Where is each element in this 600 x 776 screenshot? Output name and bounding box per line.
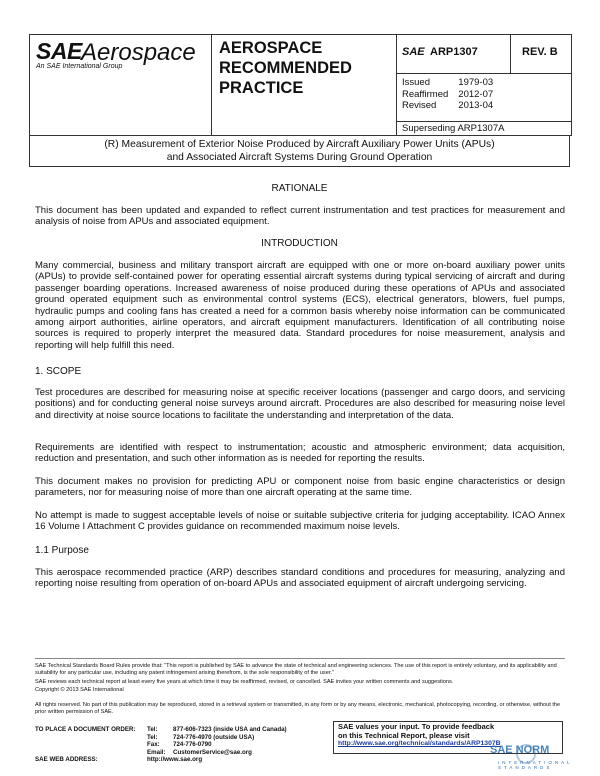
revision-label: REV. B [522, 46, 558, 58]
date-row [402, 100, 503, 112]
document-type [219, 38, 352, 98]
date-value: 2012-07 [458, 88, 494, 100]
email-link[interactable]: CustomerService@sae.org [173, 748, 252, 756]
contact-value: 877-606-7323 (inside USA and Canada) [173, 726, 287, 733]
rationale-text: This document has been updated and expanded to reflect current instrumentation and test practices for measurement and analysis of noise from APUs and associated equipment. [35, 205, 565, 228]
superseding-note: Superseding ARP1307A [402, 123, 505, 134]
feedback-line: SAE values your input. To provide feedback [338, 722, 495, 731]
rationale-heading: RATIONALE [271, 183, 328, 194]
contact-value: 724-776-4970 (outside USA) [173, 733, 255, 741]
footer-divider [35, 658, 565, 659]
copyright: Copyright © 2013 SAE International [35, 687, 124, 693]
date-value: 1979-03 [458, 77, 494, 88]
document-type-line: PRACTICE [219, 79, 304, 97]
dates-table [402, 77, 503, 112]
order-label: TO PLACE A DOCUMENT ORDER: [35, 726, 136, 733]
contact-label: Tel: [147, 733, 158, 741]
watermark-text: SAE NORM [490, 744, 550, 756]
purpose-text: This aerospace recommended practice (ARP) describes standard conditions and procedures for measuring, analyzing and reporting noise resulting from operation of on-board APUs and associated equipment of aircraft undergoing servicing. [35, 567, 565, 590]
logo-subtitle: An SAE International Group [36, 63, 123, 70]
order-contacts [35, 726, 291, 764]
introduction-heading: INTRODUCTION [261, 238, 338, 249]
date-label: Reaffirmed [402, 88, 449, 100]
introduction-text: Many commercial, business and military transport aircraft are equipped with one or more on-board auxiliary power units (APUs) to provide self-contained power for operating essential aircraft systems during typical servicing of aircraft and during passenger boarding operations. Increased awareness of noise produced during these operations of APUs and associated ground operated equipment such as environmental control systems (ECS), electrical generators, blowers, fuel pumps, hydraulic pumps and cooling fans has created a need for a common basis whereby noise information can be communicated among airport authorities, airline operators, and aircraft equipment manufacturers. Identification of all contributing noise sources is required to properly interpret the measured data. Standard procedures for noise measurement, analysis and reporting will help fulfill this need. [35, 260, 565, 351]
scope-paragraph: Test procedures are described for measuring noise at specific receiver locations (passenger and cargo doors, and servicing positions) and for conducting general noise surveys around aircraft. Procedures are also described for measuring noise level and directivity at noise source locations to facilitate the understanding and interpretation of the data. [35, 387, 565, 421]
web-address-link[interactable]: http://www.sae.org [147, 756, 203, 763]
sae-small-logo: SAE [402, 46, 425, 58]
feedback-line: on this Technical Report, please visit [338, 730, 470, 740]
title-line: (R) Measurement of Exterior Noise Produced by Aircraft Auxiliary Power Units (APUs) [104, 139, 495, 150]
document-type-line: AEROSPACE [219, 39, 323, 57]
date-row [402, 89, 503, 101]
board-rules-text: SAE Technical Standards Board Rules provide that: “This report is published by SAE to advance the state of technical and engineering sciences. The use of this report is entirely voluntary, and its applicability and suitability for any particular use, including any patent infringement arising therefrom, is the sole responsibility of the user.” [35, 663, 557, 676]
contact-label: Email: [147, 748, 166, 756]
sae-logo: SAE [36, 38, 82, 64]
title-line: and Associated Aircraft Systems During Ground Operation [166, 152, 433, 163]
document-title [29, 135, 570, 167]
scope-heading: 1. SCOPE [35, 366, 82, 377]
aerospace-logo-text: Aerospace [81, 39, 196, 66]
review-text: SAE reviews each technical report at least every five years at which time it may be reaffirmed, revised, or cancelled. SAE invites your written comments and suggestions. [35, 679, 454, 685]
date-row [402, 77, 503, 89]
document-type-line: RECOMMENDED [219, 59, 352, 77]
feedback-link[interactable]: http://www.sae.org/technical/standards/ARP1307B [338, 740, 501, 747]
document-number: ARP1307 [430, 46, 478, 58]
purpose-heading: 1.1 Purpose [35, 545, 89, 556]
contact-value: 724-776-0790 [173, 741, 212, 748]
date-value: 2013-04 [458, 100, 494, 111]
date-label: Revised [402, 100, 437, 111]
contact-label: Fax: [147, 741, 160, 748]
contact-label: Tel: [147, 726, 158, 733]
scope-paragraph: Requirements are identified with respect to instrumentation; acoustic and atmospheric environment; data acquisition, reduction and presentation, and such other information as is needed for reporting the results. [35, 442, 565, 465]
scope-paragraph: This document makes no provision for predicting APU or component noise from basic engine characteristics or design parameters, nor for measuring noise of more than one aircraft operating at the same time. [35, 476, 565, 499]
watermark-subtext: INTERNATIONAL STANDARDS [498, 760, 573, 770]
web-label: SAE WEB ADDRESS: [35, 756, 98, 763]
date-label: Issued [402, 77, 430, 88]
scope-paragraph: No attempt is made to suggest acceptable levels of noise or suitable subjective criteria for judging acceptability. ICAO Annex 16 Volume I Attachment C provides guidance on recommended maximum noise levels. [35, 510, 565, 533]
rights-text: All rights reserved. No part of this publication may be reproduced, stored in a retrieval system or transmitted, in any form or by any means, electronic, mechanical, photocopying, recording, or otherwise, without the prior written permission of SAE. [35, 702, 561, 715]
